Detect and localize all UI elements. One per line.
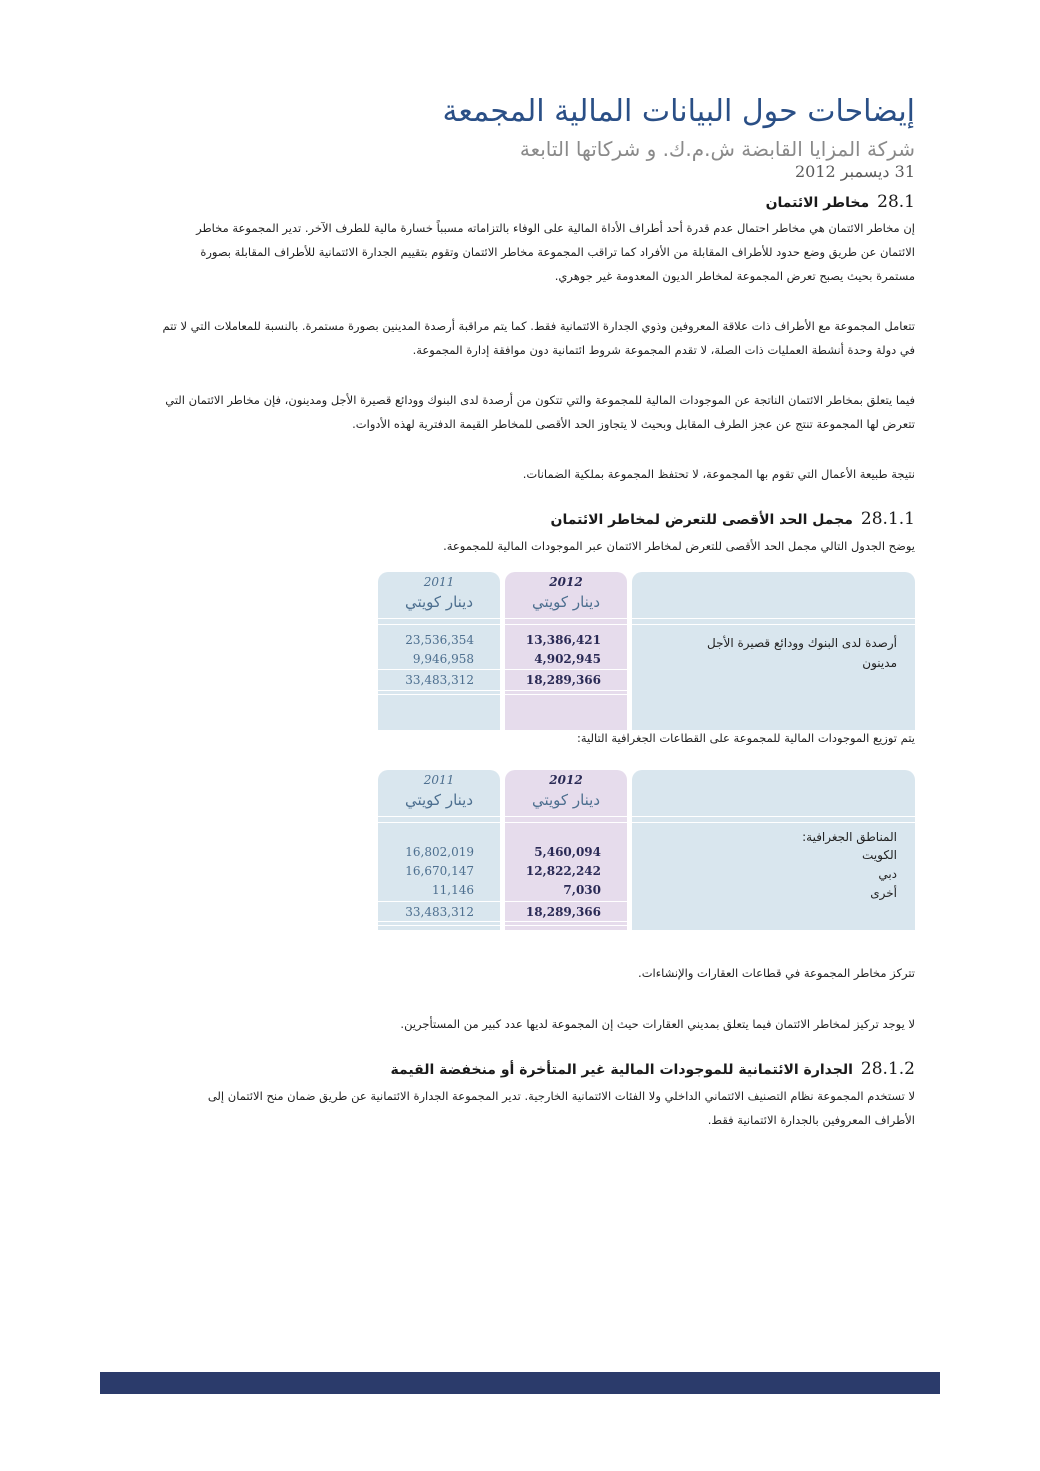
- paragraph-line: الائتمان عن طريق وضع حدود للأطراف المقابلة من الأفراد كما تراقب المجموعة مخاطر الائتمان وتقوم بتقييم الجدارة الائتمانية للأطراف المقابلة بصورة: [200, 245, 915, 259]
- year-header-2011: 2011: [423, 575, 455, 589]
- section-title: مخاطر الائتمان: [765, 195, 870, 211]
- section-heading-28-1-1: [115, 508, 915, 531]
- year-header-2012: 2012: [549, 575, 583, 589]
- total-underline: [378, 925, 632, 926]
- section-number: 28.1.1: [860, 509, 915, 529]
- paragraph-counterparties: [125, 314, 915, 362]
- table-cell: 23,536,354: [405, 633, 474, 647]
- tenants-note: لا يوجد تركيز لمخاطر الائتمان فيما يتعلق بمديني العقارات حيث إن المجموعة لديها عدد كبير من المستأجرين.: [400, 1017, 915, 1031]
- section-heading-28-1: [115, 191, 915, 214]
- paragraph-line: نتيجة طبيعة الأعمال التي تقوم بها المجموعة، لا تحتفظ المجموعة بملكية الضمانات.: [522, 467, 915, 481]
- section-number: 28.1.2: [860, 1059, 915, 1079]
- concentration-note: تتركز مخاطر المجموعة في قطاعات العقارات والإنشاءات.: [638, 966, 915, 980]
- table1-intro: يوضح الجدول التالي مجمل الحد الأقصى للتعرض لمخاطر الائتمان عبر الموجودات المالية للمجموعة.: [443, 539, 915, 553]
- paragraph-credit-risk: [125, 216, 915, 288]
- total-cell: 18,289,366: [525, 673, 601, 687]
- table-cell: 9,946,958: [412, 652, 474, 666]
- total-divider: [378, 669, 632, 670]
- paragraph-credit-quality: [125, 1084, 915, 1132]
- paragraph-line: تتعرض لها المجموعة تنتج عن عجز الطرف المقابل وبحيث لا يتجاوز الحد الأقصى للمخاطر القيمة الدفترية لهذه الأدوات.: [352, 417, 915, 431]
- unit-header-2012: دينار كويتي: [531, 593, 601, 611]
- table-cell: 12,822,242: [525, 864, 601, 878]
- header-divider: [378, 822, 915, 823]
- year-header-2011: 2011: [423, 773, 455, 787]
- section-title: مجمل الحد الأقصى للتعرض لمخاطر الائتمان: [550, 512, 853, 528]
- year-header-2012: 2012: [549, 773, 583, 787]
- row-label: دبي: [878, 867, 897, 881]
- footer-bar: [100, 1372, 940, 1394]
- company-name: شركة المزايا القابضة ش.م.ك. و شركاتها التابعة: [519, 137, 915, 161]
- header-divider: [378, 816, 915, 817]
- unit-header-2012: دينار كويتي: [531, 791, 601, 809]
- table-cell: 4,902,945: [534, 652, 601, 666]
- table-cell: 13,386,421: [525, 633, 601, 647]
- total-divider: [378, 901, 632, 902]
- row-label: أرصدة لدى البنوك وودائع قصيرة الأجل: [707, 636, 897, 650]
- paragraph-line: لا تستخدم المجموعة نظام التصنيف الائتماني الداخلي ولا الفئات الائتمانية الخارجية. تدير المجموعة الجدارة الائتمانية عن طريق ضمان منح الائتمان إلى: [207, 1089, 915, 1103]
- geo-heading: المناطق الجغرافية:: [802, 830, 897, 844]
- table-cell: 11,146: [432, 883, 474, 897]
- row-label: الكويت: [862, 848, 897, 862]
- geo-intro: يتم توزيع الموجودات المالية للمجموعة على القطاعات الجغرافية التالية:: [577, 731, 915, 745]
- row-label: مدينون: [862, 656, 897, 670]
- row-label: أخرى: [870, 886, 897, 900]
- total-cell: 33,483,312: [405, 905, 474, 919]
- paragraph-line: إن مخاطر الائتمان هي مخاطر احتمال عدم قدرة أحد أطراف الأداة المالية على الوفاء بالتزاماته مسبباً خسارة مالية للطرف الآخر. تدير المجموعة مخاطر: [196, 221, 915, 235]
- paragraph-financial-assets: [125, 388, 915, 436]
- section-heading-28-1-2: [115, 1058, 915, 1081]
- paragraph-line: في دولة وحدة أنشطة العمليات ذات الصلة، لا تقدم المجموعة شروط ائتمانية دون موافقة إدارة المجموعة.: [412, 343, 915, 357]
- unit-header-2011: دينار كويتي: [404, 791, 474, 809]
- section-number: 28.1: [877, 192, 915, 212]
- table-cell: 16,670,147: [405, 864, 474, 878]
- paragraph-collateral: [125, 462, 915, 486]
- report-date: 31 ديسمبر 2012: [794, 162, 915, 181]
- total-underline: [378, 921, 632, 922]
- geographic-distribution-table: [378, 770, 915, 930]
- paragraph-line: فيما يتعلق بمخاطر الائتمان الناتجة عن الموجودات المالية للمجموعة والتي تتكون من أرصدة لدى البنوك وودائع قصيرة الأجل ومدينون، فإن مخاطر الائتمان التي: [165, 393, 915, 407]
- page-title: إيضاحات حول البيانات المالية المجمعة: [442, 94, 915, 129]
- table-cell: 7,030: [563, 883, 601, 897]
- paragraph-line: الأطراف المعروفين بالجدارة الائتمانية فقط.: [707, 1113, 915, 1127]
- unit-header-2011: دينار كويتي: [404, 593, 474, 611]
- credit-exposure-table: [378, 572, 915, 730]
- total-underline: [378, 690, 632, 691]
- table-cell: 16,802,019: [405, 845, 474, 859]
- section-title: الجدارة الائتمانية للموجودات المالية غير المتأخرة أو منخفضة القيمة: [390, 1062, 853, 1078]
- table-cell: 5,460,094: [534, 845, 601, 859]
- total-underline: [378, 694, 632, 695]
- total-cell: 33,483,312: [405, 673, 474, 687]
- header-divider: [378, 618, 915, 619]
- header-divider: [378, 624, 915, 625]
- total-cell: 18,289,366: [525, 905, 601, 919]
- paragraph-line: مستمرة بحيث يصبح تعرض المجموعة لمخاطر الديون المعدومة غير جوهري.: [554, 269, 915, 283]
- paragraph-line: تتعامل المجموعة مع الأطراف ذات علاقة المعروفين وذوي الجدارة الائتمانية فقط. كما يتم مراقبة أرصدة المدينين بصورة مستمرة. بالنسبة للمعاملات التي لا تتم: [162, 319, 915, 333]
